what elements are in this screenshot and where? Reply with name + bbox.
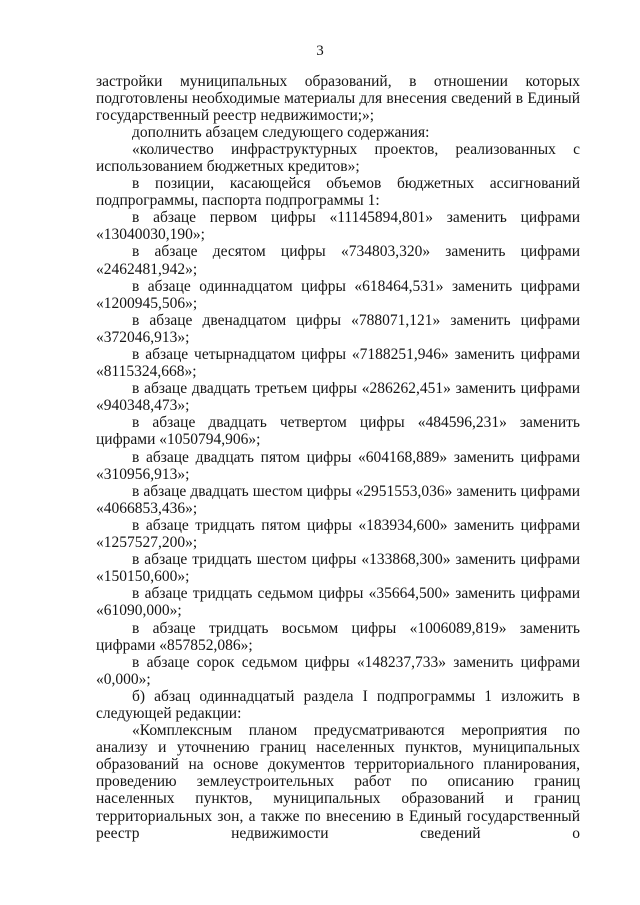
paragraph-amendment: в абзаце первом цифры «11145894,801» заменить цифрами «13040030,190»; xyxy=(96,209,580,244)
paragraph-amendment: в абзаце одиннадцатом цифры «618464,531» заменить цифрами «1200945,506»; xyxy=(96,277,580,312)
paragraph-add-clause: дополнить абзацем следующего содержания: xyxy=(132,123,430,141)
paragraph-amendment: в абзаце двадцать пятом цифры «604168,889» заменить цифрами «310956,913»; xyxy=(96,448,580,483)
document-body xyxy=(96,73,580,842)
paragraph-amendment: в абзаце тридцать седьмом цифры «35664,500» заменить цифрами «61090,000»; xyxy=(96,585,580,620)
paragraph-quoted-clause: «количество инфраструктурных проектов, реализованных с использованием бюджетных кредитов»; xyxy=(96,140,580,175)
paragraph-amendment: в абзаце двадцать шестом цифры «2951553,036» заменить цифрами «4066853,436»; xyxy=(96,482,580,517)
paragraph-section-item-b: б) абзац одиннадцатый раздела I подпрограммы 1 изложить в следующей редакции: xyxy=(96,687,580,722)
paragraph-new-wording: «Комплексным планом предусматриваются мероприятия по анализу и уточнению границ населенных пунктов, муниципальных образований на основе документов территориального планирования, проведению землеустроительных работ по описанию границ населенных пунктов, муниципальных образований и границ территориальных зон, а также по внесению в Единый государственный реестр недвижимости сведений о xyxy=(96,722,580,842)
paragraph-amendment: в абзаце четырнадцатом цифры «7188251,946» заменить цифрами «8115324,668»; xyxy=(96,346,580,381)
paragraph-amendment: в абзаце сорок седьмом цифры «148237,733» заменить цифрами «0,000»; xyxy=(96,653,580,688)
paragraph-amendment: в абзаце тридцать пятом цифры «183934,600» заменить цифрами «1257527,200»; xyxy=(96,516,580,552)
paragraph-amendment: в абзаце двадцать четвертом цифры «484596,231» заменить цифрами «1050794,906»; xyxy=(96,414,580,449)
paragraph-amendment: в абзаце тридцать восьмом цифры «1006089,819» заменить цифрами «857852,086»; xyxy=(96,619,580,654)
paragraph-amendment: в абзаце тридцать шестом цифры «133868,300» заменить цифрами «150150,600»; xyxy=(96,551,580,586)
paragraph-amendment: в абзаце двадцать третьем цифры «286262,451» заменить цифрами «940348,473»; xyxy=(96,380,580,415)
paragraph-amendment: в абзаце десятом цифры «734803,320» заменить цифрами «2462481,942»; xyxy=(96,243,580,278)
page-number: 3 xyxy=(316,43,324,59)
paragraph-amendment: в абзаце двенадцатом цифры «788071,121» заменить цифрами «372046,913»; xyxy=(96,311,580,346)
paragraph-budget-position: в позиции, касающейся объемов бюджетных ассигнований подпрограммы, паспорта подпрограммы 1: xyxy=(96,175,580,210)
paragraph-continuation: застройки муниципальных образований, в отношении которых подготовлены необходимые материалы для внесения сведений в Единый государственный реестр недвижимости;»; xyxy=(96,72,580,124)
